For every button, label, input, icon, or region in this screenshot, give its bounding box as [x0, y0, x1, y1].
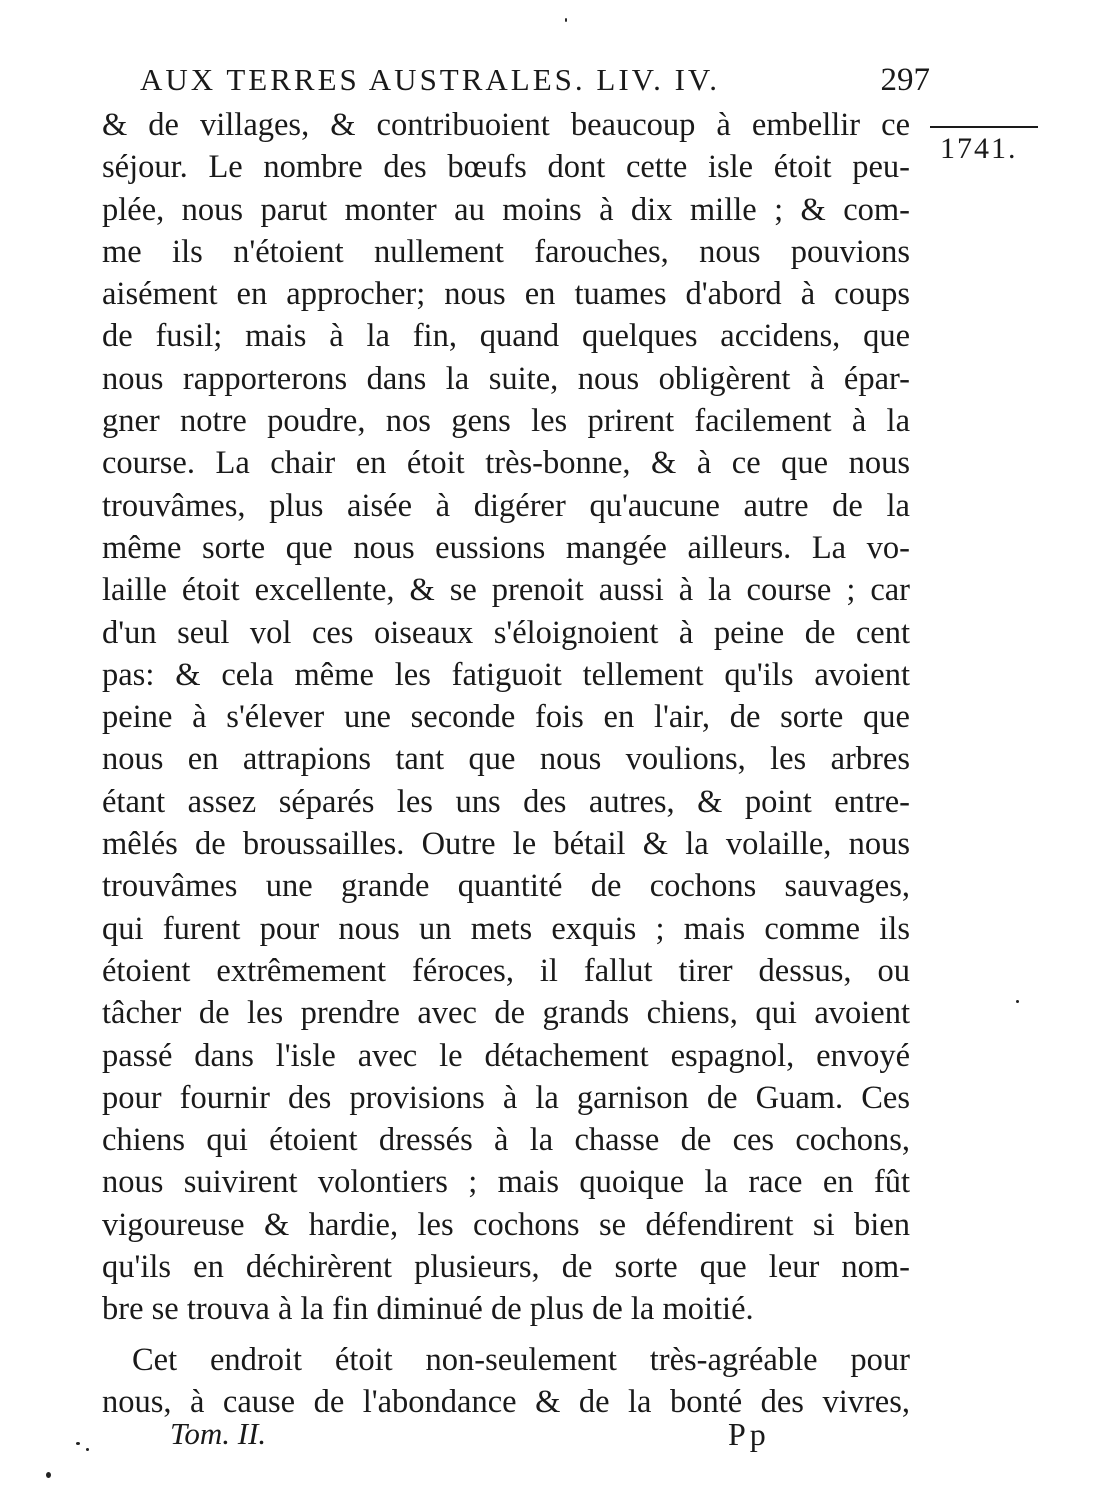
text-line: course. La chair en étoit très-bonne, & à ce que nous — [102, 445, 910, 482]
text-line: chiens qui étoient dressés à la chasse de ces cochons, — [102, 1122, 910, 1159]
text-line: trouvâmes, plus aisée à digérer qu'aucune autre de la — [102, 487, 910, 524]
text-line: pas: & cela même les fatiguoit tellement qu'ils avoient — [102, 656, 910, 693]
text-line: pour fournir des provisions à la garnison de Guam. Ces — [102, 1079, 910, 1116]
text-line: mêlés de broussailles. Outre le bétail & la volaille, nous — [102, 826, 910, 863]
text-line: bre se trouva à la fin diminué de plus de la moitié. — [102, 1291, 754, 1328]
page-number: 297 — [880, 62, 930, 98]
text-line: plée, nous parut monter au moins à dix mille ; & com- — [102, 191, 910, 228]
running-title: AUX TERRES AUSTRALES. LIV. IV. — [140, 62, 721, 97]
margin-year-note: 1741. — [940, 132, 1018, 165]
ink-speck — [86, 1448, 89, 1451]
text-line: nous en attrapions tant que nous voulions, les arbres — [102, 741, 910, 778]
text-line: vigoureuse & hardie, les cochons se défendirent si bien — [102, 1206, 910, 1243]
paragraph-gap — [102, 1331, 910, 1339]
ink-speck — [565, 18, 567, 22]
ink-speck — [76, 1442, 80, 1445]
text-line: de fusil; mais à la fin, quand quelques accidens, que — [102, 318, 910, 355]
text-line: Cet endroit étoit non-seulement très-agréable pour — [132, 1341, 910, 1378]
paragraph-1 — [102, 104, 910, 1331]
text-line: étoient extrêmement féroces, il fallut tirer dessus, ou — [102, 952, 910, 989]
text-line: étant assez séparés les uns des autres, & point entre- — [102, 783, 910, 820]
text-line: qui furent pour nous un mets exquis ; mais comme ils — [102, 910, 910, 947]
text-line: d'un seul vol ces oiseaux s'éloignoient à peine de cent — [102, 614, 910, 651]
text-line: même sorte que nous eussions mangée ailleurs. La vo- — [102, 529, 910, 566]
text-line: gner notre poudre, nos gens les prirent facilement à la — [102, 403, 910, 440]
text-line: nous suivirent volontiers ; mais quoique la race en fût — [102, 1164, 910, 1201]
text-line: aisément en approcher; nous en tuames d'abord à coups — [102, 276, 910, 313]
text-line: laille étoit excellente, & se prenoit aussi à la course ; car — [102, 572, 910, 609]
paragraph-2 — [102, 1339, 910, 1424]
text-line: nous, à cause de l'abondance & de la bonté des vivres, — [102, 1383, 910, 1420]
ink-speck — [1016, 1000, 1019, 1003]
text-line: & de villages, & contribuoient beaucoup à embellir ce — [102, 107, 910, 143]
text-line: nous rapporterons dans la suite, nous obligèrent à épar- — [102, 360, 910, 397]
running-head — [140, 62, 930, 106]
text-line: qu'ils en déchirèrent plusieurs, de sorte que leur nom- — [102, 1249, 910, 1286]
text-line: passé dans l'isle avec le détachement espagnol, envoyé — [102, 1037, 910, 1074]
text-line: peine à s'élever une seconde fois en l'air, de sorte que — [102, 699, 910, 736]
text-line: trouvâmes une grande quantité de cochons sauvages, — [102, 868, 910, 905]
body-text — [102, 104, 910, 1423]
ink-speck — [46, 1472, 51, 1478]
text-line: séjour. Le nombre des bœufs dont cette isle étoit peu- — [102, 149, 910, 186]
page-footer — [170, 1416, 790, 1466]
text-line: me ils n'étoient nullement farouches, nous pouvions — [102, 233, 910, 270]
volume-reference: Tom. II. — [170, 1416, 267, 1451]
signature-mark: Pp — [728, 1416, 770, 1452]
text-line: tâcher de les prendre avec de grands chiens, qui avoient — [102, 995, 910, 1032]
margin-rule — [930, 126, 1038, 128]
